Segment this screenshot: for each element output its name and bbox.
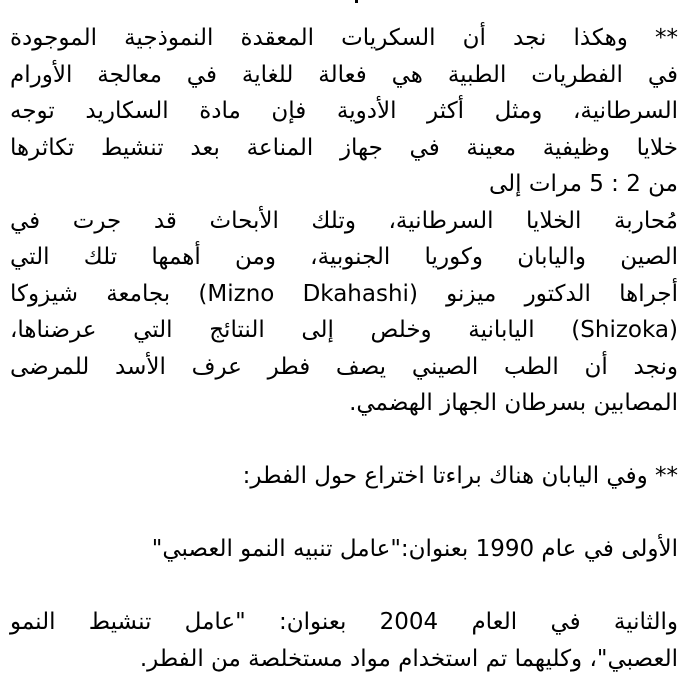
text-line: ** وهكذا نجد أن السكريات المعقدة النموذجية الموجودة — [10, 25, 678, 51]
paragraph-patent-second — [10, 604, 678, 677]
paragraph-research — [10, 203, 678, 422]
text-line: من 2 : 5 مرات إلى — [488, 171, 678, 197]
text-line: السرطانية، ومثل أكثر الأدوية فإن مادة السكاريد توجه — [10, 98, 678, 124]
text-line: (Shizoka) اليابانية وخلص إلى النتائج التي عرضناها، — [10, 317, 678, 343]
text-line: ونجد أن الطب الصيني يصف فطر عرف الأسد للمرضى — [10, 353, 678, 380]
paragraph-patent-first — [10, 531, 678, 568]
text-line: الصين واليابان وكوريا الجنوبية، ومن أهمها تلك التي — [10, 244, 678, 270]
paragraph-patents-intro — [10, 458, 678, 495]
paragraph-spacer — [10, 568, 678, 605]
document-body — [10, 20, 678, 677]
paragraph-spacer — [10, 422, 678, 459]
text-line: في الفطريات الطبية هي فعالة للغاية في معالجة الأورام — [10, 61, 678, 88]
text-line: أجراها الدكتور ميزنو (Mizno Dkahashi) بجامعة شيزوكا — [10, 280, 678, 307]
text-line: الأولى في عام 1990 بعنوان:"عامل تنبيه النمو العصبي" — [151, 536, 678, 562]
text-line: والثانية في العام 2004 بعنوان: "عامل تنشيط النمو — [10, 609, 679, 635]
paragraph-spacer — [10, 495, 678, 532]
paragraph-polysaccharides — [10, 20, 678, 203]
text-line: خلايا وظيفية معينة في جهاز المناعة بعد تنشيط تكاثرها — [10, 134, 678, 161]
text-line: العصبي"، وكليهما تم استخدام مواد مستخلصة من الفطر. — [139, 645, 678, 672]
top-edge-mark — [355, 0, 358, 3]
text-line: المصابين بسرطان الجهاز الهضمي. — [349, 390, 678, 416]
text-line: ** وفي اليابان هناك براءتا اختراع حول الفطر: — [242, 463, 678, 489]
text-line: مُحاربة الخلايا السرطانية، وتلك الأبحاث قد جرت في — [10, 207, 678, 234]
